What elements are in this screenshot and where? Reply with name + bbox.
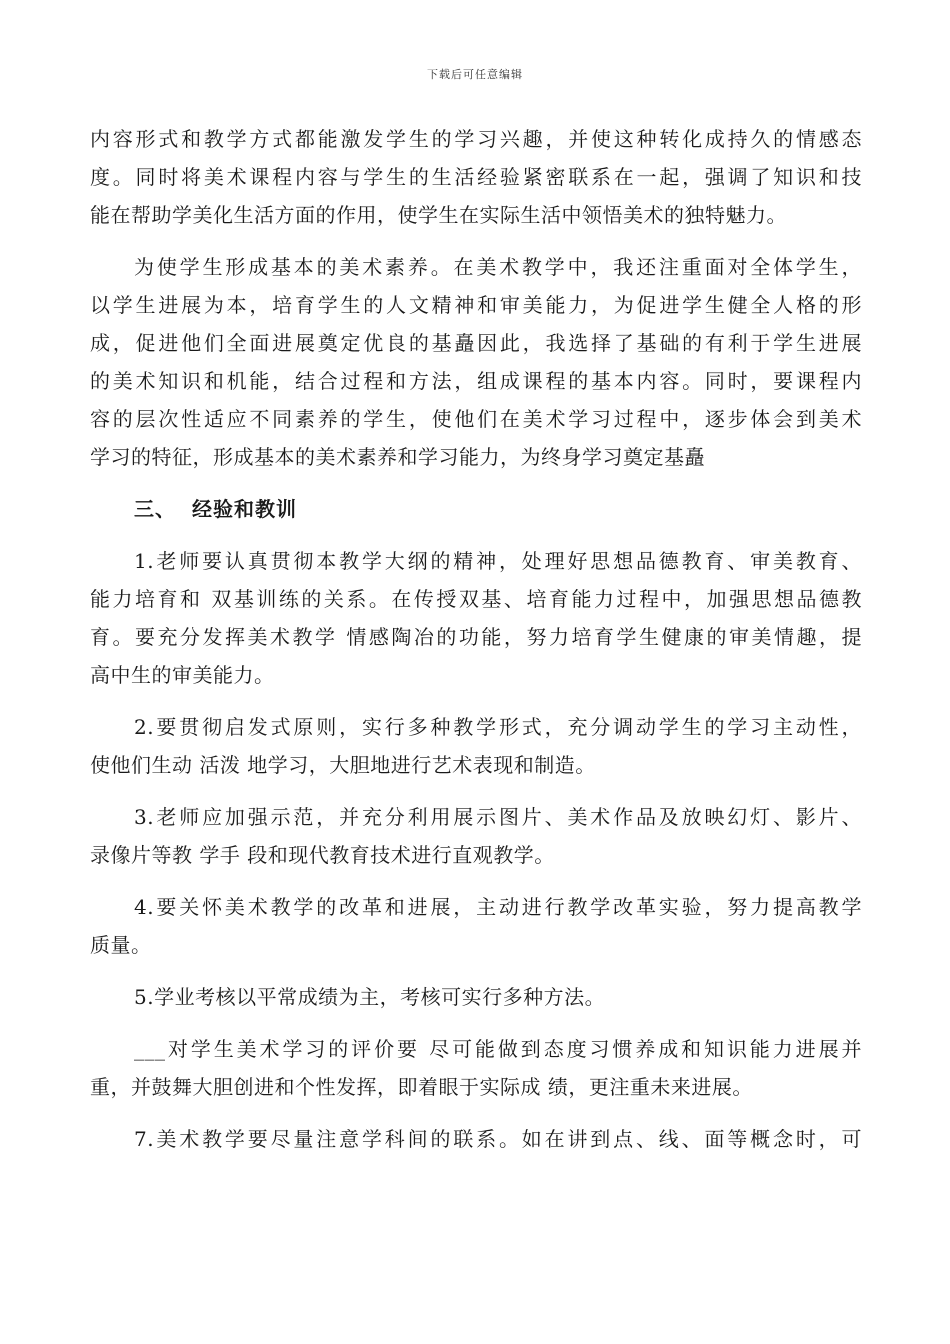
text-line: 重，并鼓舞大胆创进和个性发挥，即着眼于实际成 绩，更注重未来进展。: [90, 1075, 753, 1099]
text-line: 5.学业考核以平常成绩为主，考核可实行多种方法。: [134, 985, 606, 1009]
page-header: 下载后可任意编辑: [427, 68, 523, 81]
text-line: 为使学生形成基本的美术素养。在美术教学中，我还注重面对全体学生，: [134, 255, 862, 279]
document-body: [90, 120, 862, 1172]
text-line: 能在帮助学美化生活方面的作用，使学生在实际生活中领悟美术的独特魅力。: [90, 203, 787, 227]
text-line: ___对学生美术学习的评价要 尽可能做到态度习惯养成和知识能力进展并: [134, 1037, 862, 1061]
text-line: 使他们生动 活泼 地学习，大胆地进行艺术表现和制造。: [90, 753, 596, 777]
text-line: 成，促进他们全面进展奠定优良的基矗因此，我选择了基础的有利于学生进展: [90, 331, 862, 355]
paragraph-art-literacy: [90, 248, 862, 476]
text-line: 的美术知识和机能，结合过程和方法，组成课程的基本内容。同时，要课程内: [90, 369, 862, 393]
text-line: 容的层次性适应不同素养的学生，使他们在美术学习过程中，逐步体会到美术: [90, 407, 862, 431]
text-line: 1.老师要认真贯彻本教学大纲的精神，处理好思想品德教育、审美教育、: [134, 549, 862, 573]
text-line: 能力培育和 双基训练的关系。在传授双基、培育能力过程中，加强思想品德教: [90, 587, 862, 611]
list-item-7: [90, 1120, 862, 1158]
section-heading: [90, 490, 862, 528]
text-line: 学习的特征，形成基本的美术素养和学习能力，为终身学习奠定基矗: [90, 445, 705, 469]
paragraph-continuation: [90, 120, 862, 234]
section-title: 经验和教训: [192, 497, 297, 521]
text-line: 度。同时将美术课程内容与学生的生活经验紧密联系在一起，强调了知识和技: [90, 165, 862, 189]
text-line: 高中生的审美能力。: [90, 663, 275, 687]
section-number: 三、: [134, 497, 176, 521]
list-item-4: [90, 888, 862, 964]
list-item-3: [90, 798, 862, 874]
text-line: 录像片等教 学手 段和现代教育技术进行直观教学。: [90, 843, 555, 867]
list-item-1: [90, 542, 862, 694]
text-line: 内容形式和教学方式都能激发学生的学习兴趣，并使这种转化成持久的情感态: [90, 127, 862, 151]
text-line: 7.美术教学要尽量注意学科间的联系。如在讲到点、线、面等概念时，可: [134, 1127, 862, 1151]
list-item-6: [90, 1030, 862, 1106]
text-line: 质量。: [90, 933, 152, 957]
list-item-2: [90, 708, 862, 784]
text-line: 3.老师应加强示范，并充分利用展示图片、美术作品及放映幻灯、影片、: [134, 805, 862, 829]
text-line: 育。要充分发挥美术教学 情感陶冶的功能，努力培育学生健康的审美情趣，提: [90, 625, 862, 649]
text-line: 4.要关怀美术教学的改革和进展，主动进行教学改革实验，努力提高教学: [134, 895, 862, 919]
list-item-5: [90, 978, 862, 1016]
text-line: 2.要贯彻启发式原则，实行多种教学形式，充分调动学生的学习主动性，: [134, 715, 862, 739]
text-line: 以学生进展为本，培育学生的人文精神和审美能力，为促进学生健全人格的形: [90, 293, 862, 317]
